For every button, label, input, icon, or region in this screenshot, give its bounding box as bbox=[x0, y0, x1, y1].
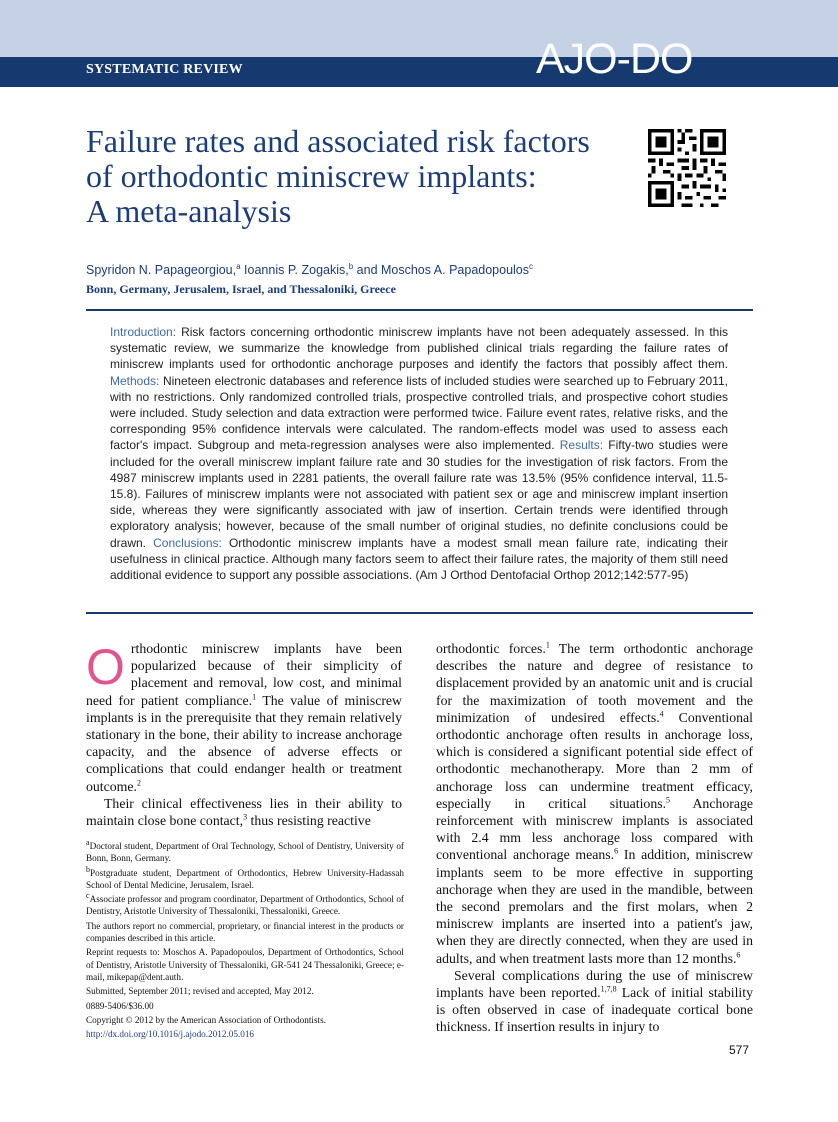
header-band-light bbox=[0, 0, 838, 57]
qr-code-icon bbox=[648, 129, 726, 207]
footnote-price: 0889-5406/$36.00 bbox=[86, 1000, 154, 1011]
author-locations: Bonn, Germany, Jerusalem, Israel, and Thessaloniki, Greece bbox=[86, 282, 396, 296]
body-paragraph: orthodontic forces.$^1$ The term orthodontic anchorage describes the nature and degree of resistance to displacement provided by an anatomic unit and is crucial for the maximization of tooth movement and the minimization of undesired effects.$^4$ Conventional orthodontic anchorage often results in anchorage loss, which is considered a significant potential side effect of orthodontic mechanotherapy. More than 2 mm of anchorage loss can undermine treatment efficacy, especially in critical situations.$^5$ Anchorage reinforcement with miniscrew implants is associated with 2.4 mm less anchorage loss compared with conventional anchorage means.$^6$ In addition, miniscrew implants seem to be more effective in supporting anchorage when they are used in the mandible, between the second premolars and the first molars, when 2 miniscrew implants are inserted into a patient's jaw, when they are directly connected, when they are used in adults, and when treatment lasts more than 12 months.$^6$ bbox=[436, 640, 754, 966]
abstract-conclusions: Orthodontic miniscrew implants have a modest small mean failure rate, indicating their usefulness in clinical practice. Although many factors seem to affect their failure rates, the majority of them still need additional evidence to support any possible associations. (Am J Orthod Dentofacial Orthop 2012;142:577-95) bbox=[110, 535, 728, 583]
citation-ref: 1 bbox=[252, 692, 257, 702]
drop-cap: O bbox=[86, 639, 125, 695]
footnote: $^b$Postgraduate student, Department of Orthodontics, Hebrew University-Hadassah School of Dental Medicine, Jerusalem, Israel. bbox=[86, 864, 404, 890]
footnote-reprint: Reprint requests to: Moschos A. Papadopoulos, Department of Orthodontics, School of Dentistry, Aristotle University of Thessaloniki, GR-541 24 Thessaloniki, Greece; e-mail, mikepap@dent.auth. bbox=[86, 947, 404, 982]
citation-ref: 3 bbox=[243, 812, 248, 822]
body-column-left bbox=[86, 640, 402, 829]
body-paragraph: Orthodontic miniscrew implants have been popularized because of their simplicity of placement and removal, low cost, and minimal need for patient compliance.$^1$ The value of miniscrew implants is in the prerequisite that they remain relatively stationary in the bone, their ability to increase anchorage capacity, and the absence of adverse effects or complications that could endanger health or treatment outcome.$^2$ bbox=[86, 639, 403, 794]
abstract bbox=[110, 324, 728, 583]
abstract-methods: Nineteen electronic databases and reference lists of included studies were searched up to February 2011, with no restrictions. Only randomized controlled trials, prospective controlled trials, and prospective cohort studies were included. Study selection and data extraction were performed twice. Failure event rates, relative risks, and the corresponding 95% confidence intervals were calculated. The random-effects model was used to assess each factor's impact. Subgroup and meta-regression analyses were also implemented. bbox=[110, 373, 728, 453]
title-line: of orthodontic miniscrew implants: bbox=[86, 158, 537, 194]
author-name: and Moschos A. Papadopoulos bbox=[353, 263, 530, 277]
citation-ref: 2 bbox=[136, 778, 141, 788]
abstract-introduction: Risk factors concerning orthodontic miniscrew implants have not been adequately assessed. In this systematic review, we summarize the knowledge from published clinical trials regarding the failure rates of miniscrew implants used for orthodontic anchorage purposes and identify the factors that possibly affect them. bbox=[110, 325, 728, 372]
author-affiliation-mark: b bbox=[348, 261, 354, 271]
footnote: $^c$Associate professor and program coordinator, Department of Orthodontics, School of Dentistry, Aristotle University of Thessaloniki, Thessaloniki, Greece. bbox=[86, 891, 404, 917]
body-column-right bbox=[436, 640, 753, 1036]
author-name: Spyridon N. Papageorgiou, bbox=[86, 263, 237, 277]
abstract-label-introduction: Introduction: bbox=[110, 325, 177, 339]
author-affiliation-mark: c bbox=[529, 261, 534, 271]
footnote-submitted: Submitted, September 2011; revised and accepted, May 2012. bbox=[86, 986, 314, 997]
abstract-label-methods: Methods: bbox=[110, 373, 160, 388]
section-label: SYSTEMATIC REVIEW bbox=[86, 62, 243, 77]
author-affiliation-mark: a bbox=[236, 261, 241, 271]
citation-ref: 5 bbox=[666, 795, 671, 805]
citation-ref: 1,7,8 bbox=[600, 984, 617, 994]
citation-ref: 6 bbox=[736, 950, 741, 960]
citation-ref: 4 bbox=[659, 709, 664, 719]
abstract-results: Fifty-two studies were included for the overall miniscrew implant failure rate and 30 studies for the investigation of risk factors. From the 4987 miniscrew implants used in 2281 patients, the overall failure rate was 13.5% (95% confidence interval, 11.5-15.8). Failures of miniscrew implants were not associated with patient sex or age and miniscrew implant insertion side, whereas they were significantly associated with jaw of insertion. Certain trends were identified through exploratory analysis; however, because of the small number of original studies, no definite conclusions could be drawn. bbox=[110, 438, 728, 550]
author-list bbox=[86, 263, 533, 277]
title-line: Failure rates and associated risk factors bbox=[86, 123, 590, 159]
body-paragraph: Their clinical effectiveness lies in their ability to maintain close bone contact,$^3$ thus resisting reactive bbox=[86, 795, 402, 829]
article-title bbox=[86, 124, 626, 229]
title-line: A meta-analysis bbox=[86, 193, 292, 229]
author-name: Ioannis P. Zogakis, bbox=[240, 263, 349, 277]
page-number: 577 bbox=[729, 1043, 750, 1057]
footnotes bbox=[86, 837, 404, 1042]
citation-ref: 6 bbox=[614, 846, 619, 856]
footnote: $^a$Doctoral student, Department of Oral Technology, School of Dentistry, University of Bonn, Bonn, Germany. bbox=[86, 837, 404, 864]
abstract-label-conclusions: Conclusions: bbox=[153, 535, 222, 550]
body-paragraph: Several complications during the use of miniscrew implants have been reported.$^{1,7,8}$ Lack of initial stability is often observed in case of inadequate cortical bone thickness. If insertion results in injury to bbox=[436, 967, 753, 1035]
footnote-copyright: Copyright © 2012 by the American Association of Orthodontists. bbox=[86, 1014, 326, 1025]
abstract-label-results: Results: bbox=[559, 438, 604, 453]
journal-logo: AJO-DO bbox=[536, 35, 693, 83]
abstract-bottom-rule bbox=[86, 612, 753, 614]
doi-link[interactable]: http://dx.doi.org/10.1016/j.ajodo.2012.05.016 bbox=[86, 1029, 255, 1040]
footnote-disclosure: The authors report no commercial, proprietary, or financial interest in the products or companies described in this article. bbox=[86, 920, 404, 944]
abstract-top-rule bbox=[86, 309, 753, 311]
citation-ref: 1 bbox=[545, 640, 550, 650]
